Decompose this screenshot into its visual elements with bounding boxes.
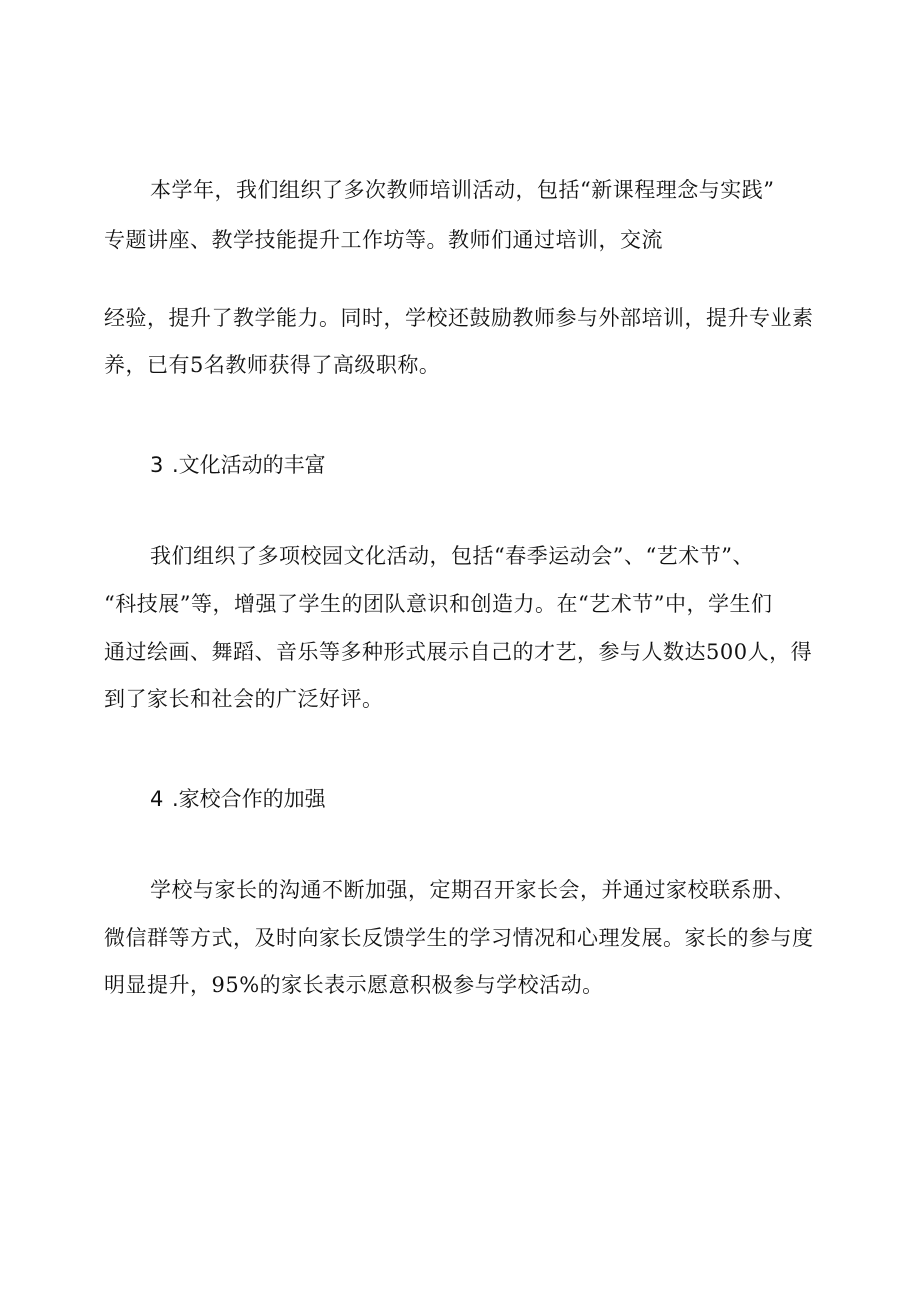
- paragraph-line: 我们组织了多项校园文化活动，包括“春季运动会”、“艺术节”、: [150, 544, 754, 568]
- paragraph-line: 明显提升，95%的家长表示愿意积极参与学校活动。: [104, 973, 604, 997]
- paragraph-line: “科技展”等，增强了学生的团队意识和创造力。在“艺术节”中，学生们: [104, 592, 773, 616]
- paragraph-line: 微信群等方式，及时向家长反馈学生的学习情况和心理发展。家长的参与度: [104, 926, 814, 950]
- section-title: .文化活动的丰富: [172, 453, 326, 477]
- paragraph-line: 本学年，我们组织了多次教师培训活动，包括“新课程理念与实践”: [150, 178, 775, 202]
- paragraph-line: 专题讲座、教学技能提升工作坊等。教师们通过培训，交流: [104, 228, 663, 252]
- section-number: 3: [150, 453, 164, 477]
- paragraph-line: 学校与家长的沟通不断加强，定期召开家长会，并通过家校联系册、: [150, 878, 795, 902]
- section-heading: [150, 785, 326, 813]
- paragraph-line: 养，已有5名教师获得了高级职称。: [104, 353, 441, 377]
- section-heading: [150, 451, 326, 479]
- paragraph-line: 通过绘画、舞蹈、音乐等多种形式展示自己的才艺，参与人数达500人，得: [104, 640, 813, 664]
- paragraph-line: 经验，提升了教学能力。同时，学校还鼓励教师参与外部培训，提升专业素: [104, 306, 814, 330]
- section-title: .家校合作的加强: [172, 787, 326, 811]
- paragraph-line: 到了家长和社会的广泛好评。: [104, 687, 384, 711]
- section-number: 4: [150, 787, 164, 811]
